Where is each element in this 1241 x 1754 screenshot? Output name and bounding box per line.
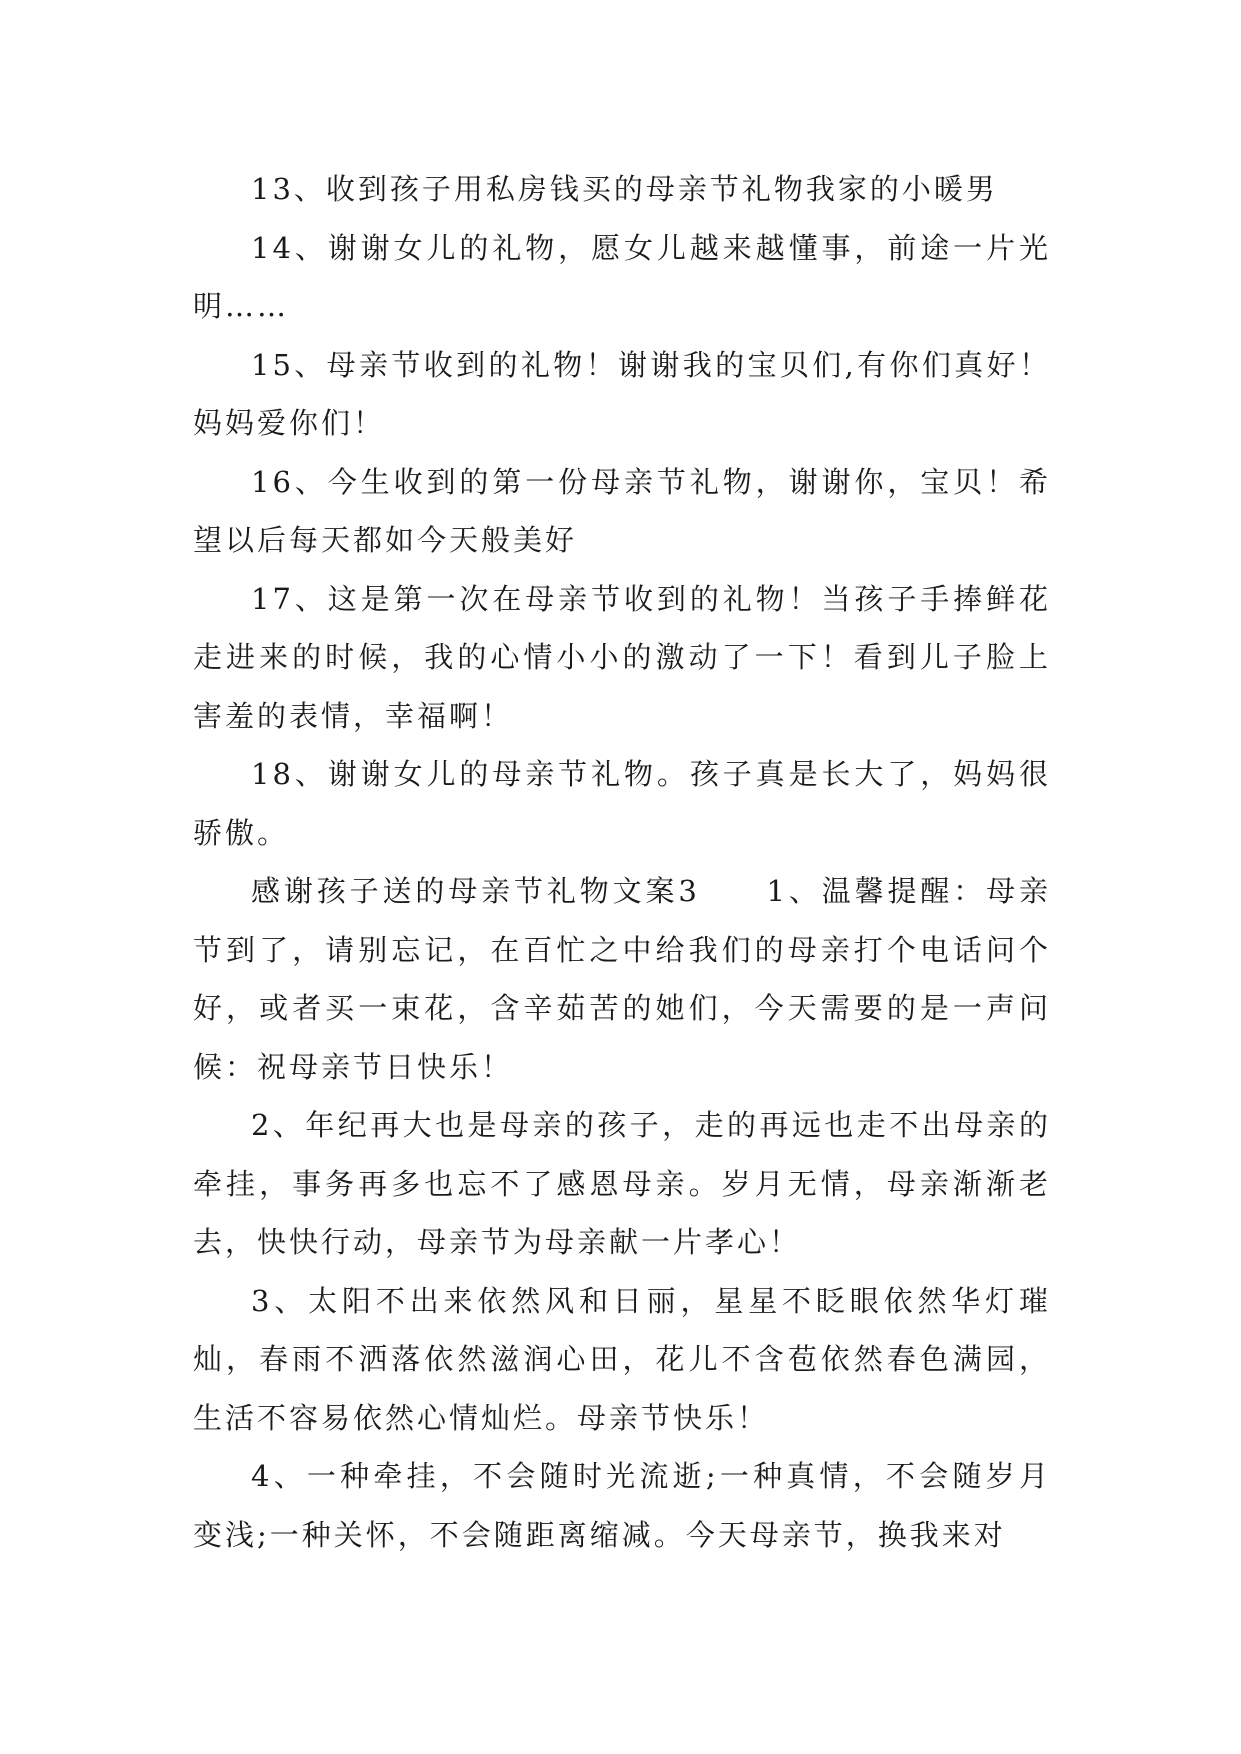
paragraph-17: 17、这是第一次在母亲节收到的礼物！当孩子手捧鲜花走进来的时候，我的心情小小的激动了一下！看到儿子脸上害羞的表情，幸福啊！ [193,581,1051,733]
paragraph-15: 15、母亲节收到的礼物！谢谢我的宝贝们,有你们真好！妈妈爱你们！ [193,347,1051,440]
paragraph-13: 13、收到孩子用私房钱买的母亲节礼物我家的小暖男 [251,172,998,206]
paragraph-16: 16、今生收到的第一份母亲节礼物，谢谢你，宝贝！希望以后每天都如今天般美好 [193,464,1051,557]
section-3-heading-paragraph: 感谢孩子送的母亲节礼物文案3 1、温馨提醒：母亲节到了，请别忘记，在百忙之中给我们的母亲打个电话问个好，或者买一束花，含辛茹苦的她们，今天需要的是一声问候：祝母亲节日快乐！ [193,874,1051,1084]
paragraph-4: 4、一种牵挂，不会随时光流逝;一种真情，不会随岁月变浅;一种关怀，不会随距离缩减。今天母亲节，换我来对 [193,1459,1051,1552]
document-body [193,160,1051,1564]
paragraph-3: 3、太阳不出来依然风和日丽，星星不眨眼依然华灯璀灿，春雨不洒落依然滋润心田，花儿不含苞依然春色满园，生活不容易依然心情灿烂。母亲节快乐！ [193,1283,1051,1435]
paragraph-2: 2、年纪再大也是母亲的孩子，走的再远也走不出母亲的牵挂，事务再多也忘不了感恩母亲。岁月无情，母亲渐渐老去，快快行动，母亲节为母亲献一片孝心！ [193,1108,1051,1259]
paragraph-14: 14、谢谢女儿的礼物，愿女儿越来越懂事，前途一片光明…… [193,230,1051,323]
paragraph-18: 18、谢谢女儿的母亲节礼物。孩子真是长大了，妈妈很骄傲。 [193,757,1051,850]
